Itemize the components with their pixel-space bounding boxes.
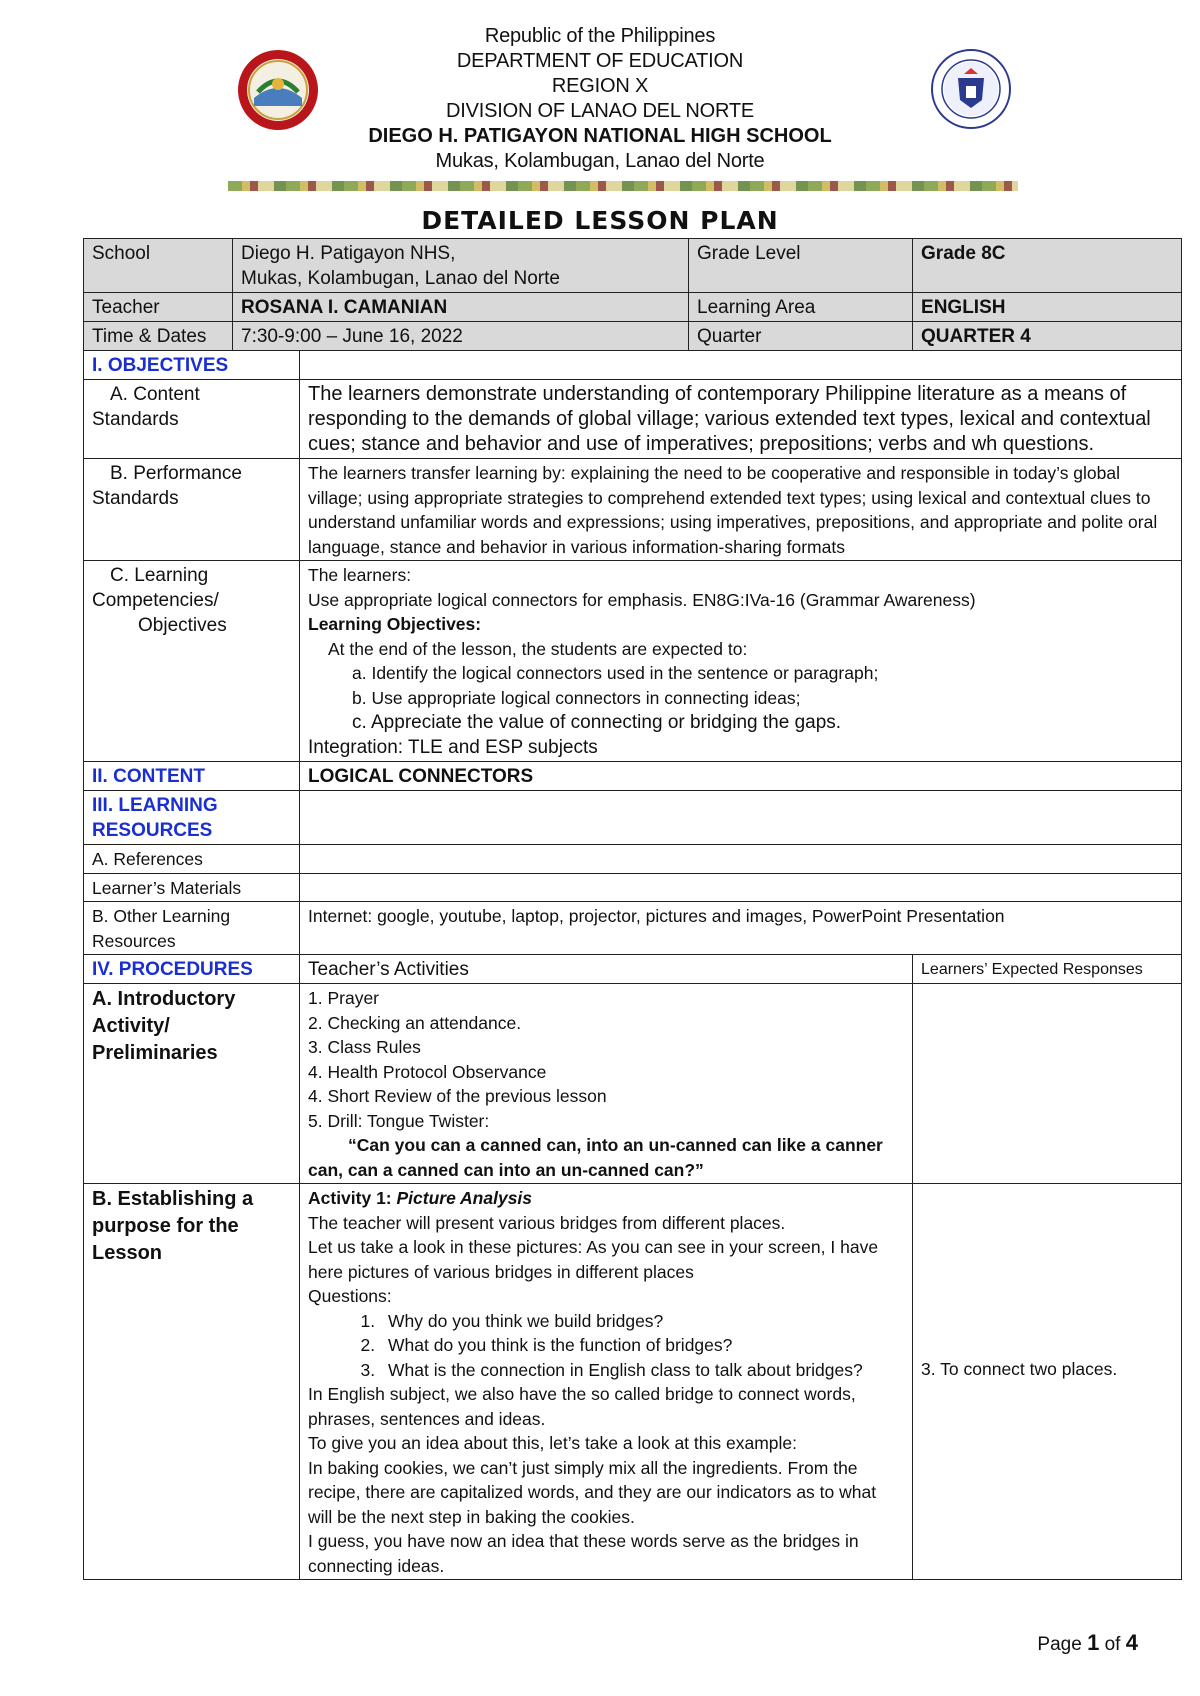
page-total: 4 [1125,1630,1138,1655]
division-line: DIVISION OF LANAO DEL NORTE [446,100,754,122]
teacher-activities-header: Teacher’s Activities [300,955,913,984]
question-item: 1. Why do you think we build bridges? [380,1309,904,1334]
school-value-line2: Mukas, Kolambugan, Lanao del Norte [241,268,560,289]
quarter-value: QUARTER 4 [913,322,1182,351]
label-line: Objectives [138,615,227,636]
establishing-purpose-activities [300,1184,913,1580]
procedures-heading: IV. PROCEDURES [84,955,300,984]
paragraph: The teacher will present various bridges from different places. [308,1212,786,1233]
empty-cell [300,791,1182,845]
paragraph: Let us take a look in these pictures: As you can see in your screen, I have here pictures of various bridges in different places [308,1237,879,1282]
establishing-purpose-label: B. Establishing a purpose for the Lesson [84,1184,300,1580]
school-address: Mukas, Kolambugan, Lanao del Norte [435,150,765,172]
empty-cell [913,984,1182,1184]
content-standards-row [84,380,1182,459]
department-line: DEPARTMENT OF EDUCATION [456,50,744,72]
performance-standards-text: The learners transfer learning by: explaining the need to be cooperative and responsible in today’s global village; using appropriate strategies to comprehend extended text types; using lexical and contextual clues to understand unfamiliar words and expressions; using imperatives, prepositions, and appropriate and polite oral language, stance and behavior in various information-sharing formats [300,459,1182,561]
page-word: Page [1037,1634,1082,1655]
school-label: School [84,239,233,293]
learners-materials-row [84,873,1182,902]
activity-prefix: Activity 1: [308,1188,397,1208]
content-standards-label [84,380,300,459]
objectives-heading-row [84,351,1182,380]
tongue-twister: “Can you can a canned can, into an un-canned can like a canner can, can a canned can into an un-canned can?” [308,1135,883,1180]
decorative-banner [228,181,1018,191]
competencies-label [84,561,300,762]
comp-item: b. Use appropriate logical connectors in connecting ideas; [352,687,801,708]
list-item: 5. Drill: Tongue Twister: [308,1110,490,1131]
establishing-purpose-row [84,1184,1182,1580]
page-title: DETAILED LESSON PLAN [421,206,779,235]
area-label: Learning Area [689,293,913,322]
info-row-time [84,322,1182,351]
paragraph: In English subject, we also have the so called bridge to connect words, phrases, sentences and ideas. [308,1384,856,1429]
empty-cell [300,845,1182,874]
grade-value: Grade 8C [913,239,1182,293]
school-value [233,239,689,293]
time-label: Time & Dates [84,322,233,351]
list-item: 4. Health Protocol Observance [308,1061,547,1082]
time-value: 7:30-9:00 – June 16, 2022 [233,322,689,351]
comp-line: Integration: TLE and ESP subjects [308,737,598,758]
paragraph: I guess, you have now an idea that these words serve as the bridges in connecting ideas. [308,1531,859,1576]
expected-response: 3. To connect two places. [921,1359,1118,1379]
resources-heading: III. LEARNING RESOURCES [84,791,300,845]
introductory-activity-row [84,984,1182,1184]
spacer [921,1186,1173,1357]
school-value-line1: Diego H. Patigayon NHS, [241,243,456,264]
question-item: 2. What do you think is the function of bridges? [380,1333,904,1358]
label-line: B. Performance [110,463,242,484]
comp-line: At the end of the lesson, the students are expected to: [328,638,748,659]
label-line: Standards [92,409,179,430]
question-item: 3. What is the connection in English class to talk about bridges? [380,1358,904,1383]
grade-label: Grade Level [689,239,913,293]
paragraph: To give you an idea about this, let’s take a look at this example: [308,1433,798,1453]
content-value: LOGICAL CONNECTORS [300,762,1182,791]
procedures-heading-row [84,955,1182,984]
performance-standards-row [84,459,1182,561]
content-standards-text: The learners demonstrate understanding of contemporary Philippine literature as a means of responding to the demands of global village; various extended text types, lexical and contextual cues; stance and behavior and use of imperatives; prepositions; verbs and wh questions. [300,380,1182,459]
info-row-school [84,239,1182,293]
label-line: Competencies/ [92,590,219,611]
activity-title [308,1186,904,1211]
learners-materials-label: Learner’s Materials [84,873,300,902]
references-row [84,845,1182,874]
of-word: of [1104,1634,1121,1655]
quarter-label: Quarter [689,322,913,351]
comp-item: a. Identify the logical connectors used in the sentence or paragraph; [352,663,879,683]
list-item: 2. Checking an attendance. [308,1012,522,1033]
establishing-purpose-responses [913,1184,1182,1580]
region-line: REGION X [551,75,649,97]
other-resources-row [84,902,1182,955]
page-number: 1 [1087,1630,1100,1655]
questions-label: Questions: [308,1286,392,1306]
resources-heading-row [84,791,1182,845]
activity-name: Picture Analysis [396,1188,533,1208]
other-resources-value: Internet: google, youtube, laptop, projector, pictures and images, PowerPoint Presentation [300,902,1182,955]
references-label: A. References [84,845,300,874]
content-heading: II. CONTENT [84,762,300,791]
teacher-label: Teacher [84,293,233,322]
page-footer [1037,1630,1138,1656]
label-line: A. Content [110,384,200,405]
learner-responses-header: Learners’ Expected Responses [913,955,1182,984]
comp-line: Use appropriate logical connectors for emphasis. EN8G:IVa-16 (Grammar Awareness) [308,589,976,610]
empty-cell [300,351,1182,380]
introductory-label: A. Introductory Activity/ Preliminaries [84,984,300,1184]
competencies-text [300,561,1182,762]
objectives-heading: I. OBJECTIVES [84,351,300,380]
teacher-value: ROSANA I. CAMANIAN [233,293,689,322]
school-name: DIEGO H. PATIGAYON NATIONAL HIGH SCHOOL [368,125,832,147]
list-item: 3. Class Rules [308,1037,421,1057]
comp-item: c. Appreciate the value of connecting or bridging the gaps. [352,712,842,733]
letterhead [0,24,1200,174]
republic-line: Republic of the Philippines [484,25,716,47]
competencies-row [84,561,1182,762]
list-item: 1. Prayer [308,988,379,1008]
introductory-activities [300,984,913,1184]
content-row [84,762,1182,791]
label-line: Standards [92,488,179,509]
comp-line: The learners: [308,565,412,585]
label-line: C. Learning [110,565,209,586]
lesson-plan-table [83,238,1182,1580]
empty-cell [300,873,1182,902]
other-resources-label: B. Other Learning Resources [84,902,300,955]
questions-list [308,1309,904,1383]
paragraph: In baking cookies, we can’t just simply mix all the ingredients. From the recipe, there are capitalized words, and they are our indicators as to what will be the next step in baking the cookies. [308,1457,877,1527]
comp-heading: Learning Objectives: [308,614,482,634]
area-value: ENGLISH [913,293,1182,322]
info-row-teacher [84,293,1182,322]
performance-standards-label [84,459,300,561]
list-item: 4. Short Review of the previous lesson [308,1086,607,1106]
